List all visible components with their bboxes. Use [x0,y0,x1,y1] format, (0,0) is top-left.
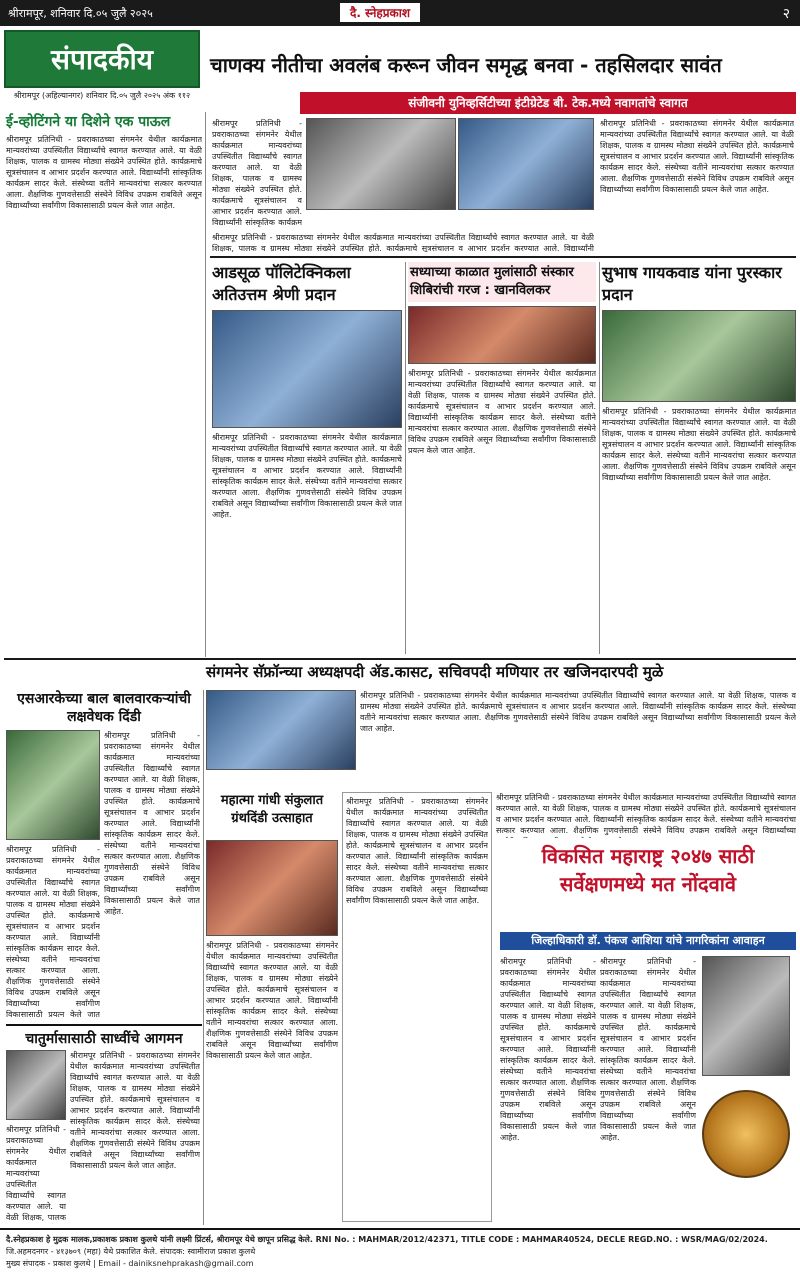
footer [0,1228,800,1274]
collector-appeal: जिल्हाधिकारी डॉ. पंकज आशिया यांचे नागरिकांना आवाहन [500,932,796,950]
sangamner-photo [206,690,356,770]
masthead: दै. स्नेहप्रकाश [340,3,420,22]
editorial-subline: श्रीरामपूर (अहिल्यानगर) शनिवार दि.०५ जुलै २०२५ अंक ११२ [13,91,191,100]
lead-text-1: श्रीरामपूर प्रतिनिधी - प्रवराकाठच्या संगमनेर येथील कार्यक्रमात मान्यवरांच्या उपस्थितीत विद्यार्थ्यांचे स्वागत करण्यात आले. या वेळी शिक्षक, पालक व ग्रामस्थ मोठ्या संख्येने उपस्थित होते. कार्यक्रमाचे सूत्रसंचालन व आभार प्रदर्शन करण्यात आले. विद्यार्थ्यांनी सांस्कृतिक कार्यक्रम [212,119,302,227]
quote-text: श्रीरामपूर प्रतिनिधी - प्रवराकाठच्या संगमनेर येथील कार्यक्रमात मान्यवरांच्या उपस्थितीत विद्यार्थ्यांचे स्वागत करण्यात आले. या वेळी शिक्षक, पालक व ग्रामस्थ मोठ्या संख्येने उपस्थित होते. कार्यक्रमाचे सूत्रसंचालन व आभार प्रदर्शन करण्यात आले. विद्यार्थ्यांनी सांस्कृतिक कार्यक्रम सादर केले. संस्थेच्या वतीने मान्यवरांचा सत्कार करण्यात आला. शैक्षणिक गुणवत्तेसाठी संस्थेने विविध उपक्रम राबविले असून विद्यार्थ्यांच्या सर्वांगीण विकासासाठी प्रयत्न केले जात आहेत. [346,797,488,905]
footer-line-3: मुख्य संपादक - प्रकाश कुलथे | Email - dainiksnehprakash@gmail.com [6,1259,254,1268]
vikasit-text-1: श्रीरामपूर प्रतिनिधी - प्रवराकाठच्या संगमनेर येथील कार्यक्रमात मान्यवरांच्या उपस्थितीत विद्यार्थ्यांचे स्वागत करण्यात आले. या वेळी शिक्षक, पालक व ग्रामस्थ मोठ्या संख्येने उपस्थित होते. कार्यक्रमाचे सूत्रसंचालन व आभार प्रदर्शन करण्यात आले. विद्यार्थ्यांनी सांस्कृतिक कार्यक्रम सादर केले. संस्थेच्या वतीने मान्यवरांचा सत्कार करण्यात आला. शैक्षणिक गुणवत्तेसाठी संस्थेने विविध उपक्रम राबविले असून विद्यार्थ्यांच्या सर्वांगीण विकासासाठी प्रयत्न केले जात आहेत. [500,957,596,1142]
lead-photo-2 [458,118,594,210]
vikasit-headline: विकसित महाराष्ट्र २०४७ साठी सर्वेक्षणमध्ये मत नोंदवावे [541,844,755,896]
chaturmas-text-2: श्रीरामपूर प्रतिनिधी - प्रवराकाठच्या संगमनेर येथील कार्यक्रमात मान्यवरांच्या उपस्थितीत विद्यार्थ्यांचे स्वागत करण्यात आले. या वेळी शिक्षक, पालक [6,1125,66,1222]
footer-line-2: जि.अहमदनगर - ४१३७०९ (महा) येथे प्रकाशित केले. संपादक: स्वामीराज प्रकाश कुलथे [6,1247,256,1256]
lead-text-2: श्रीरामपूर प्रतिनिधी - प्रवराकाठच्या संगमनेर येथील कार्यक्रमात मान्यवरांच्या उपस्थितीत विद्यार्थ्यांचे स्वागत करण्यात आले. या वेळी शिक्षक, पालक व ग्रामस्थ मोठ्या संख्येने उपस्थित होते. कार्यक्रमाचे सूत्रसंचालन व आभार प्रदर्शन करण्यात आले. विद्यार्थ्यांनी [212,233,594,252]
chaturmas-headline: चातुर्मासासाठी साध्वींचे आगमन [6,1024,202,1048]
subhash-text: श्रीरामपूर प्रतिनिधी - प्रवराकाठच्या संगमनेर येथील कार्यक्रमात मान्यवरांच्या उपस्थितीत विद्यार्थ्यांचे स्वागत करण्यात आले. या वेळी शिक्षक, पालक व ग्रामस्थ मोठ्या संख्येने उपस्थित होते. कार्यक्रमाचे सूत्रसंचालन व आभार प्रदर्शन करण्यात आले. विद्यार्थ्यांनी सांस्कृतिक कार्यक्रम सादर केले. संस्थेच्या वतीने मान्यवरांचा सत्कार करण्यात आला. शैक्षणिक गुणवत्तेसाठी संस्थेने विविध उपक्रम राबविले असून विद्यार्थ्यांच्या सर्वांगीण विकासासाठी प्रयत्न केले जात आहेत. [602,407,796,482]
divider [203,690,204,1225]
dindi-text-2: श्रीरामपूर प्रतिनिधी - प्रवराकाठच्या संगमनेर येथील कार्यक्रमात मान्यवरांच्या उपस्थितीत विद्यार्थ्यांचे स्वागत करण्यात आले. या वेळी शिक्षक, पालक व ग्रामस्थ मोठ्या संख्येने उपस्थित होते. कार्यक्रमाचे सूत्रसंचालन व आभार प्रदर्शन करण्यात आले. विद्यार्थ्यांनी सांस्कृतिक कार्यक्रम सादर केले. संस्थेच्या वतीने मान्यवरांचा सत्कार करण्यात आला. शैक्षणिक गुणवत्तेसाठी संस्थेने विविध उपक्रम राबविले असून विद्यार्थ्यांच्या सर्वांगीण विकासासाठी प्रयत्न केले जात [6,845,100,1019]
top-bar [0,0,800,26]
chaturmas-text: श्रीरामपूर प्रतिनिधी - प्रवराकाठच्या संगमनेर येथील कार्यक्रमात मान्यवरांच्या उपस्थितीत विद्यार्थ्यांचे स्वागत करण्यात आले. या वेळी शिक्षक, पालक व ग्रामस्थ मोठ्या संख्येने उपस्थित होते. कार्यक्रमाचे सूत्रसंचालन व आभार प्रदर्शन करण्यात आले. विद्यार्थ्यांनी सांस्कृतिक कार्यक्रम सादर केले. संस्थेच्या वतीने मान्यवरांचा सत्कार करण्यात आला. शैक्षणिक गुणवत्तेसाठी संस्थेने विविध उपक्रम राबविले असून विद्यार्थ्यांच्या सर्वांगीण विकासासाठी प्रयत्न केले जात आहेत. [70,1051,200,1170]
subhash-photo [602,310,796,402]
sangamner-text: श्रीरामपूर प्रतिनिधी - प्रवराकाठच्या संगमनेर येथील कार्यक्रमात मान्यवरांच्या उपस्थितीत विद्यार्थ्यांचे स्वागत करण्यात आले. या वेळी शिक्षक, पालक व ग्रामस्थ मोठ्या संख्येने उपस्थित होते. कार्यक्रमाचे सूत्रसंचालन व आभार प्रदर्शन करण्यात आले. विद्यार्थ्यांनी सांस्कृतिक कार्यक्रम सादर केले. संस्थेच्या वतीने मान्यवरांचा सत्कार करण्यात आला. शैक्षणिक गुणवत्तेसाठी संस्थेने विविध उपक्रम राबविले असून विद्यार्थ्यांच्या सर्वांगीण विकासासाठी प्रयत्न केले जात आहेत. [360,691,796,733]
gandhi-photo [206,840,338,936]
vikasit-text-2: श्रीरामपूर प्रतिनिधी - प्रवराकाठच्या संगमनेर येथील कार्यक्रमात मान्यवरांच्या उपस्थितीत विद्यार्थ्यांचे स्वागत करण्यात आले. या वेळी शिक्षक, पालक व ग्रामस्थ मोठ्या संख्येने उपस्थित होते. कार्यक्रमाचे सूत्रसंचालन व आभार प्रदर्शन करण्यात आले. विद्यार्थ्यांनी सांस्कृतिक कार्यक्रम सादर केले. संस्थेच्या वतीने मान्यवरांचा सत्कार करण्यात आला. शैक्षणिक गुणवत्तेसाठी संस्थेने विविध उपक्रम राबविले असून विद्यार्थ्यांच्या सर्वांगीण विकासासाठी प्रयत्न केले जात आहेत. [600,957,696,1142]
rule [4,658,796,660]
issue-date: श्रीरामपूर, शनिवार दि.०५ जुलै २०२५ [8,7,153,20]
gandhi-text: श्रीरामपूर प्रतिनिधी - प्रवराकाठच्या संगमनेर येथील कार्यक्रमात मान्यवरांच्या उपस्थितीत विद्यार्थ्यांचे स्वागत करण्यात आले. या वेळी शिक्षक, पालक व ग्रामस्थ मोठ्या संख्येने उपस्थित होते. कार्यक्रमाचे सूत्रसंचालन व आभार प्रदर्शन करण्यात आले. विद्यार्थ्यांनी सांस्कृतिक कार्यक्रम सादर केले. संस्थेच्या वतीने मान्यवरांचा सत्कार करण्यात आला. शैक्षणिक गुणवत्तेसाठी संस्थेने विविध उपक्रम राबविले असून विद्यार्थ्यांच्या सर्वांगीण विकासासाठी प्रयत्न केले जात आहेत. [206,941,338,1060]
adsul-photo [212,310,402,428]
page-number: २ [782,6,790,22]
divider [599,262,600,654]
lead-text-3: श्रीरामपूर प्रतिनिधी - प्रवराकाठच्या संगमनेर येथील कार्यक्रमात मान्यवरांच्या उपस्थितीत विद्यार्थ्यांचे स्वागत करण्यात आले. या वेळी शिक्षक, पालक व ग्रामस्थ मोठ्या संख्येने उपस्थित होते. कार्यक्रमाचे सूत्रसंचालन व आभार प्रदर्शन करण्यात आले. विद्यार्थ्यांनी सांस्कृतिक कार्यक्रम सादर केले. संस्थेच्या वतीने मान्यवरांचा सत्कार करण्यात आला. शैक्षणिक गुणवत्तेसाठी संस्थेने विविध उपक्रम राबविले असून विद्यार्थ्यांच्या सर्वांगीण विकासासाठी प्रयत्न केले जात आहेत. [600,119,794,194]
rule [210,256,796,258]
editorial-headline: ई-व्होटिंगने या दिशेने एक पाऊल [6,114,171,130]
gandhi-headline: महात्मा गांधी संकुलात ग्रंथदिंडी उत्साहात [220,793,324,826]
adsul-text: श्रीरामपूर प्रतिनिधी - प्रवराकाठच्या संगमनेर येथील कार्यक्रमात मान्यवरांच्या उपस्थितीत विद्यार्थ्यांचे स्वागत करण्यात आले. या वेळी शिक्षक, पालक व ग्रामस्थ मोठ्या संख्येने उपस्थित होते. कार्यक्रमाचे सूत्रसंचालन व आभार प्रदर्शन करण्यात आले. विद्यार्थ्यांनी सांस्कृतिक कार्यक्रम सादर केले. संस्थेच्या वतीने मान्यवरांचा सत्कार करण्यात आला. शैक्षणिक गुणवत्तेसाठी संस्थेने विविध उपक्रम राबविले असून विद्यार्थ्यांच्या सर्वांगीण विकासासाठी प्रयत्न केले जात आहेत. [212,433,402,519]
adsul-headline: आडसूळ पॉलिटेक्निकला अतिउत्तम श्रेणी प्रदान [212,263,351,304]
editorial-logo: संपादकीय [4,30,200,88]
chaturmas-photo [6,1050,66,1120]
lead-subhead: संजीवनी युनिव्हर्सिटीच्या इंटीग्रेटेड बी. टेक.मध्ये नवागतांचे स्वागत [300,92,796,114]
divider [205,112,206,657]
sanskar-photo [408,306,596,364]
sangamner-headline: संगमनेर सॅफ्रॉन्च्या अध्यक्षपदी ॲड.कासट, सचिवपदी मणियार तर खजिनदारपदी मुळे [206,663,664,681]
divider [405,262,406,654]
editorial-text: श्रीरामपूर प्रतिनिधी - प्रवराकाठच्या संगमनेर येथील कार्यक्रमात मान्यवरांच्या उपस्थितीत विद्यार्थ्यांचे स्वागत करण्यात आले. या वेळी शिक्षक, पालक व ग्रामस्थ मोठ्या संख्येने उपस्थित होते. कार्यक्रमाचे सूत्रसंचालन व आभार प्रदर्शन करण्यात आले. विद्यार्थ्यांनी सांस्कृतिक कार्यक्रम सादर केले. संस्थेच्या वतीने मान्यवरांचा सत्कार करण्यात आला. शैक्षणिक गुणवत्तेसाठी संस्थेने विविध उपक्रम राबविले असून विद्यार्थ्यांच्या सर्वांगीण विकासासाठी प्रयत्न केले जात आहेत. [6,135,202,210]
dindi-headline: एसआरकेच्या बाल बालवारकऱ्यांची लक्षवेधक दिंडी [17,691,191,725]
dindi-text: श्रीरामपूर प्रतिनिधी - प्रवराकाठच्या संगमनेर येथील कार्यक्रमात मान्यवरांच्या उपस्थितीत विद्यार्थ्यांचे स्वागत करण्यात आले. या वेळी शिक्षक, पालक व ग्रामस्थ मोठ्या संख्येने उपस्थित होते. कार्यक्रमाचे सूत्रसंचालन व आभार प्रदर्शन करण्यात आले. विद्यार्थ्यांनी सांस्कृतिक कार्यक्रम सादर केले. संस्थेच्या वतीने मान्यवरांचा सत्कार करण्यात आला. शैक्षणिक गुणवत्तेसाठी संस्थेने विविध उपक्रम राबविले असून विद्यार्थ्यांच्या सर्वांगीण विकासासाठी प्रयत्न केले जात आहेत. [104,731,200,916]
lead-headline: चाणक्य नीतीचा अवलंब करून जीवन समृद्ध बनवा - तहसिलदार सावंत [210,53,722,77]
collector-photo [702,956,790,1076]
sanskar-headline: सध्याच्या काळात मुलांसाठी संस्कार शिबिरांची गरज : खानविलकर [408,262,596,302]
subhash-headline: सुभाष गायकवाड यांना पुरस्कार प्रदान [602,263,782,304]
sanskar-text: श्रीरामपूर प्रतिनिधी - प्रवराकाठच्या संगमनेर येथील कार्यक्रमात मान्यवरांच्या उपस्थितीत विद्यार्थ्यांचे स्वागत करण्यात आले. या वेळी शिक्षक, पालक व ग्रामस्थ मोठ्या संख्येने उपस्थित होते. कार्यक्रमाचे सूत्रसंचालन व आभार प्रदर्शन करण्यात आले. विद्यार्थ्यांनी सांस्कृतिक कार्यक्रम सादर केले. संस्थेच्या वतीने मान्यवरांचा सत्कार करण्यात आला. शैक्षणिक गुणवत्तेसाठी संस्थेने विविध उपक्रम राबविले असून विद्यार्थ्यांच्या सर्वांगीण विकासासाठी प्रयत्न केले जात आहेत. [408,369,596,455]
survey-intro-text: श्रीरामपूर प्रतिनिधी - प्रवराकाठच्या संगमनेर येथील कार्यक्रमात मान्यवरांच्या उपस्थितीत विद्यार्थ्यांचे स्वागत करण्यात आले. या वेळी शिक्षक, पालक व ग्रामस्थ मोठ्या संख्येने उपस्थित होते. कार्यक्रमाचे सूत्रसंचालन व आभार प्रदर्शन करण्यात आले. विद्यार्थ्यांनी सांस्कृतिक कार्यक्रम सादर केले. संस्थेच्या वतीने मान्यवरांचा सत्कार करण्यात आला. शैक्षणिक गुणवत्तेसाठी संस्थेने विविध उपक्रम राबविले असून विद्यार्थ्यांच्या [496,793,796,835]
dindi-photo [6,730,100,840]
government-seal [702,1090,790,1178]
footer-line-1: दै.स्नेहप्रकाश हे मुद्रक मालक,प्रकाशक प्रकाश कुलथे यांनी लक्ष्मी प्रिंटर्स, श्रीरामपूर येथे छापून प्रसिद्ध केले. RNI No. : MAHMAR/2012/42371, TITLE CODE : MAHMAR40524, DECLE REGD.NO. : WSR/MAG/02/2024. [6,1235,768,1244]
lead-photo-1 [306,118,456,210]
